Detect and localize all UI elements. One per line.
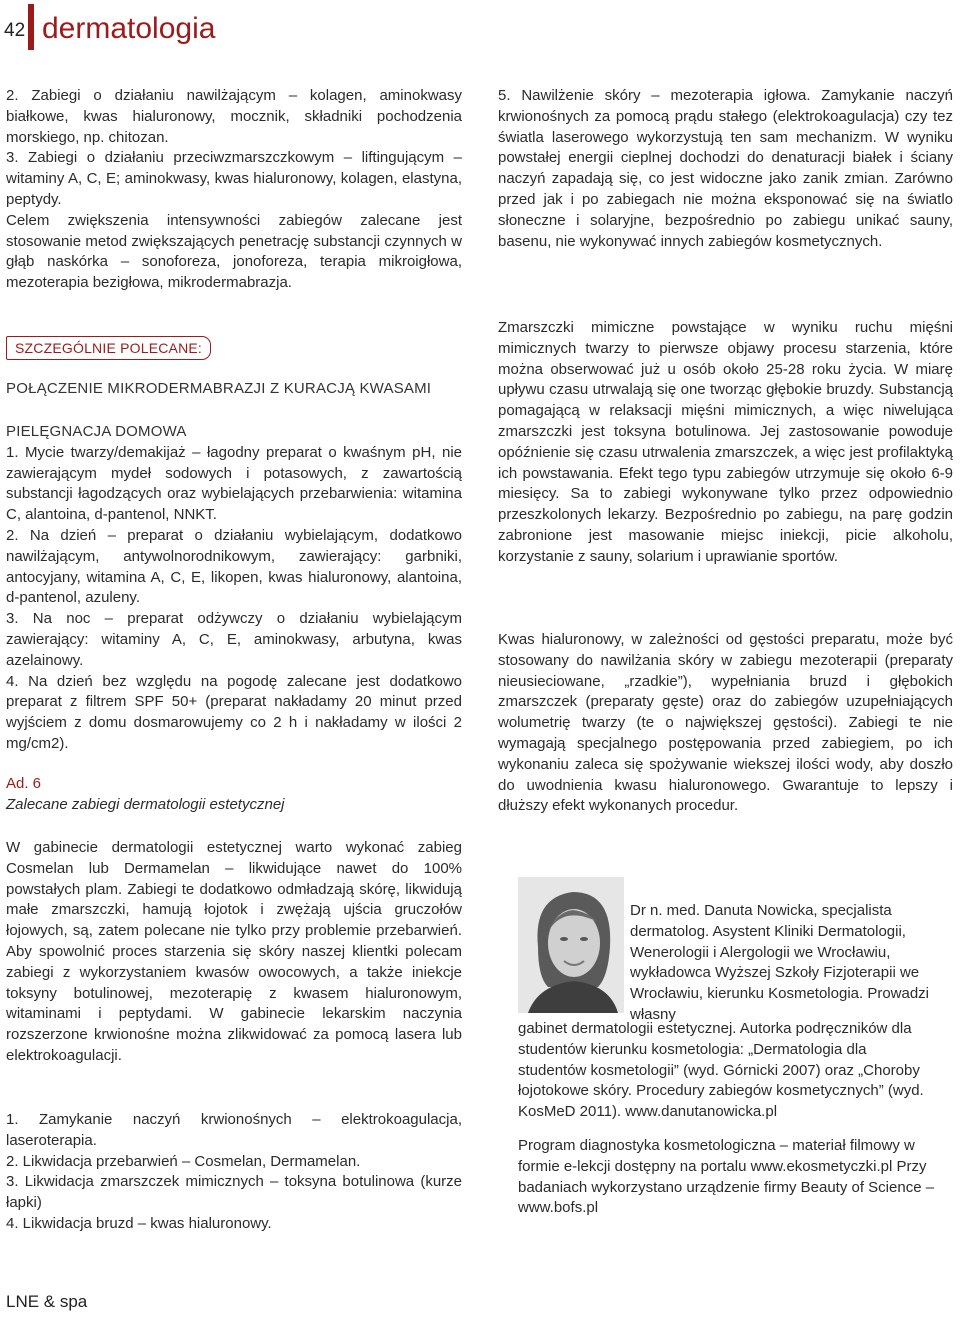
right-paragraph-1 bbox=[498, 86, 953, 252]
recommended-badge: SZCZEGÓLNIE POLECANE: bbox=[6, 336, 211, 360]
intro-item: 3. Zabiegi o działaniu przeciwzmarszczkowym – liftingującym – witaminy A, C, E; aminokwasy, kwas hialuronowy, kolagen, elastyna, peptydy. bbox=[6, 149, 462, 208]
treatment-list bbox=[6, 1110, 462, 1235]
ad6-title: Zalecane zabiegi dermatologii estetycznej bbox=[6, 795, 285, 813]
home-care-item: 1. Mycie twarzy/demakijaż – łagodny preparat o kwaśnym pH, nie zawierającym mydeł sodowych i potasowych, z zawartością substancji łagodzących oraz wybielających przebarwienia: witamina C, alantoina, d-pantenol, NNKT. bbox=[6, 443, 462, 524]
combo-heading: POŁĄCZENIE MIKRODERMABRAZJI Z KURACJĄ KWASAMI bbox=[6, 380, 432, 397]
program-note-text: Program diagnostyka kosmetologiczna – materiał filmowy w formie e-lekcji dostępny na portalu www.ekosmetyczki.pl Przy badaniach wykorzystano urządzenie firmy Beauty of Science – www.bofs.pl bbox=[518, 1137, 935, 1217]
page-number: 42 bbox=[4, 20, 26, 41]
author-portrait-image bbox=[518, 877, 624, 1013]
home-care-item: 2. Na dzień – preparat o działaniu wybielającym, dodatkowo nawilżającym, antywolnorodnikowym, zawierający: garbniki, antocyjany, witamina A, C, E, likopen, kwas hialuronowy, alantoina, d-pantenol, azuleny. bbox=[6, 526, 462, 607]
right-paragraph-2 bbox=[498, 318, 953, 568]
paragraph-text: 5. Nawilżenie skóry – mezoterapia igłowa. Zamykanie naczyń krwionośnych za pomocą prądu stałego (elektrokoagulacja) czy tez światla laserowego wykorzystują ten sam mechanizm. W wyniku powstałej energii cieplnej dochodzi do denaturacji białek i ściany naczyń zapadają się, co jest widoczne jako zanik zmian. Zarówno przed jak i po zabiegach nie można eksponować się na światlo słoneczne i solaryjne, bezpośrednio po zabiegu unikać sauny, basenu, nie wykonywać innych zabiegów kosmetycznych. bbox=[498, 87, 953, 250]
ad6-paragraph: W gabinecie dermatologii estetycznej warto wykonać zabieg Cosmelan lub Dermamelan – likwidujące nawet do 100% powstałych plam. Zabiegi te dodatkowo odmładzają skórę, likwidują małe zmarszczki, hamują łojotok i zwężają ujścia gruczołów łojowych, są, zatem polecane nie tylko przy problemie przebarwień. Aby spowolnić proces starzenia się skóry naszej klientki polecam zabiegi z wykorzystaniem kwasów owocowych, a także iniekcje toksyny botulinowej, mezoterapię z kwasem hialuronowym, witaminami i peptydami. W gabinecie lekarskim naczynia rozszerzone krwionośne można zlikwidować za pomocą lasera lub elektrokoagulacji. bbox=[6, 839, 462, 1064]
section-title: dermatologia bbox=[42, 12, 216, 45]
right-paragraph-3 bbox=[498, 630, 953, 817]
author-bio-text: gabinet dermatologii estetycznej. Autorka podręczników dla studentów kierunku kosmetologia: „Dermatologia dla studentów kosmetologii” (wyd. Górnicki 2007) oraz „Choroby łojotokowe skóry. Procedury zabiegów kosmetycznych” (wyd. KosMeD 2011). www.danutanowicka.pl bbox=[518, 1020, 924, 1121]
home-care-item: 3. Na noc – preparat odżywczy o działaniu wybielającym zawierający: witaminy A, C, E, aminokwasy, arbutyna, kwas azelainowy. bbox=[6, 610, 462, 669]
recommended-badge-wrap bbox=[6, 336, 211, 360]
section-accent-bar bbox=[28, 4, 34, 50]
home-care-item: 4. Na dzień bez względu na pogodę zalecane jest dodatkowo preparat z filtrem SPF 50+ (preparat nakładamy 20 minut przed wyjściem z domu dosmarowujemy co 2 h i nakładamy w ilości 2 mg/cm2). bbox=[6, 672, 462, 752]
ad6-label: Ad. 6 bbox=[6, 775, 42, 792]
author-photo bbox=[518, 877, 624, 1013]
paragraph-text: Zmarszczki mimiczne powstające w wyniku ruchu mięśni mimicznych twarzy to pierwsze objawy procesu starzenia, które można obserwować już u osób około 25-28 roku życia. W miarę upływu czasu utrwalają się one tworząc głębokie bruzdy. Substancją pomagającą w relaksacji mięśni mimicznych, a więc niwelująca zmarszczki jest toksyna botulinowa. Jej zastosowanie powoduje opóźnienie się czasu utrwalenia zmarszczek, a więc jest profilaktyką ich powstawania. Efekt tego typu zabiegów utrzymuje się około 6-9 miesięcy. Sa to zabiegi wykonywane tylko przez odpowiednio przeszkolonych lekarzy. Bezpośrednio po zabiegu, na parę godzin zabronione jest masowanie miejsc iniekcji, picie alkoholu, korzystanie z sauny, solarium i uprawianie sportów. bbox=[498, 319, 953, 565]
treatment-item: 2. Likwidacja przebarwień – Cosmelan, Dermamelan. bbox=[6, 1152, 361, 1170]
program-note bbox=[518, 1136, 938, 1219]
home-care-heading: PIELĘGNACJA DOMOWA bbox=[6, 423, 187, 440]
home-care-block bbox=[6, 422, 462, 755]
paragraph-text: Kwas hialuronowy, w zależności od gęstości preparatu, może być stosowany do nawilżania skóry w zabiegu mezoterapii (preparaty nieusieciowane, „rzadkie”), wypełniania bruzd i głębokich zmarszczek (preparaty gęste) oraz do zabiegów uzupełniających wolumetrię twarzy (te o największej gęstości). Zabiegi te nie wymagają specjalnego postępowania przed zabiegiem, po ich wykonaniu zaleca się spożywanie wiekszej ilości wody, aby doszło do uwodnienia kwasu hialuronowego. Gwarantuje to lepszy i dłuższy efekt wykonanych procedur. bbox=[498, 631, 953, 815]
ad6-body bbox=[6, 838, 462, 1067]
intro-block bbox=[6, 86, 462, 294]
magazine-footer: LNE & spa bbox=[6, 1292, 88, 1311]
intro-item: 2. Zabiegi o działaniu nawilżającym – kolagen, aminokwasy białkowe, kwas hialuronowy, mocznik, składniki pochodzenia morskiego, np. chitozan. bbox=[6, 87, 462, 146]
author-bio-continued bbox=[518, 1019, 938, 1123]
ad6-block bbox=[6, 774, 462, 816]
author-bio-wrapped bbox=[630, 901, 936, 1026]
treatment-item: 3. Likwidacja zmarszczek mimicznych – toksyna botulinowa (kurze łapki) bbox=[6, 1173, 462, 1212]
author-bio-text: Dr n. med. Danuta Nowicka, specjalista dermatolog. Asystent Kliniki Dermatologii, Wenerologii i Alergologii we Wrocławiu, wykładowca Wyższej Szkoły Fizjoterapii we Wrocławiu, kierunku Kosmetologia. Prowadzi własny bbox=[630, 902, 930, 1023]
treatment-item: 1. Zamykanie naczyń krwionośnych – elektrokoagulacja, laseroterapia. bbox=[6, 1111, 462, 1149]
intro-paragraph: Celem zwiększenia intensywności zabiegów zalecane jest stosowanie metod zwiększających penetrację substancji czynnych w głąb naskórka – sonoforeza, jonoforeza, terapia mikroigłowa, mezoterapia bezigłowa, mikrodermabrazja. bbox=[6, 211, 462, 292]
treatment-item: 4. Likwidacja bruzd – kwas hialuronowy. bbox=[6, 1214, 272, 1232]
